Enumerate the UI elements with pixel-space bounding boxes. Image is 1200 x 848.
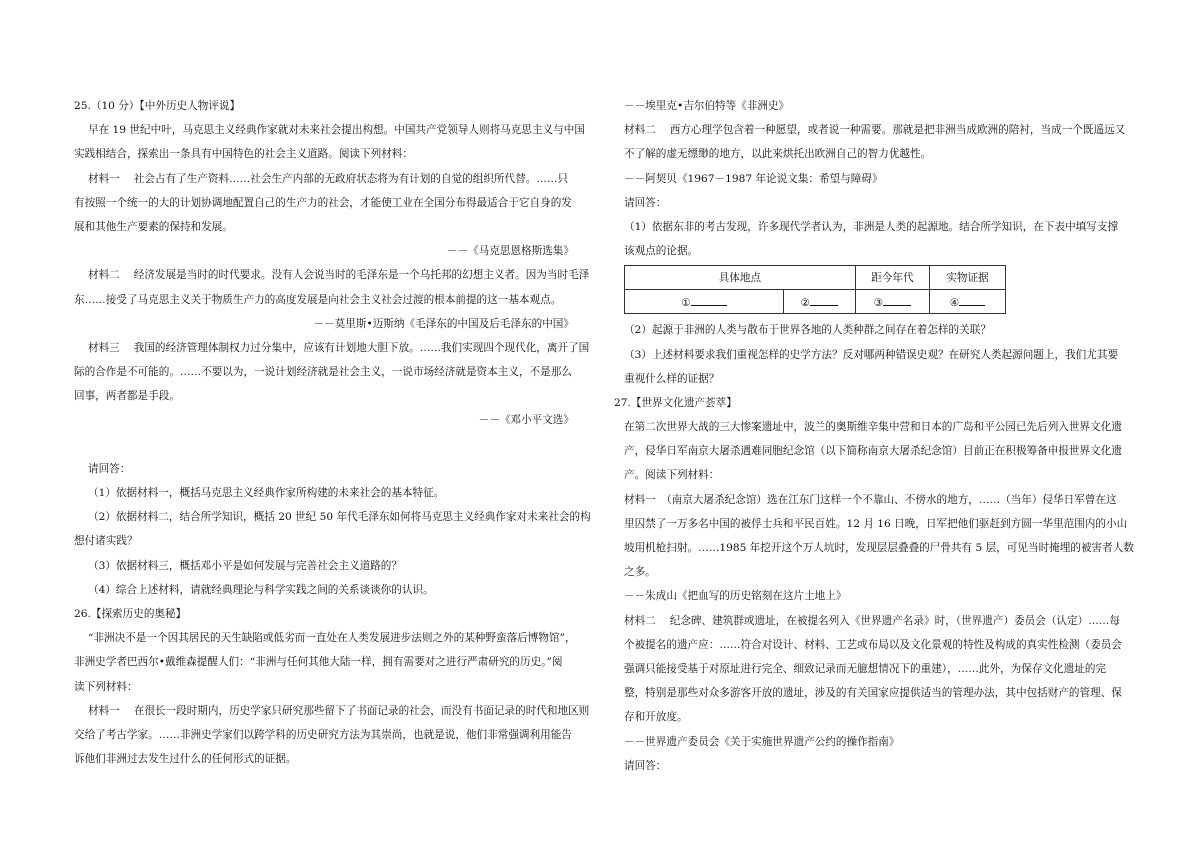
q26-material-1: 材料一 在很长一段时期内，历史学家只研究那些留下了书面记录的社会，而没有书面记录的时代和地区则 bbox=[88, 704, 590, 717]
q26-sub-3: 重视什么样的证据？ bbox=[624, 372, 720, 385]
table-cell-blank-3[interactable] bbox=[855, 290, 929, 314]
q26-material-2-source: －－阿契贝《1967－1987 年论说文集：希望与障碍》 bbox=[624, 172, 883, 185]
q27-material-1: 之多。 bbox=[624, 566, 656, 579]
q25-material-3-source: －－《邓小平文选》 bbox=[478, 414, 574, 427]
q25-ask: 请回答： bbox=[88, 462, 131, 475]
table-header-cell: 实物证据 bbox=[929, 266, 1005, 290]
q25-material-3: 材料三 我国的经济管理体制权力过分集中，应该有计划地大胆下放。……我们实现四个现代化，离开了国 bbox=[88, 341, 590, 354]
q25-material-2: 东……接受了马克思主义关于物质生产力的高度发展是向社会主义社会过渡的根本前提的这一基本观点。 bbox=[74, 293, 562, 306]
q27-material-1: 坡用机枪扫射。……1985 年挖开这个万人坑时，发现层层叠叠的尸骨共有 5 层，可见当时掩埋的被害者人数 bbox=[624, 542, 1134, 554]
q26-sub-1: （1）依据东非的考古发现，许多现代学者认为，非洲是人类的起源地。结合所学知识，在下表中填写支撑 bbox=[624, 220, 1119, 233]
q27-material-2-source: －－世界遗产委员会《关于实施世界遗产公约的操作指南》 bbox=[624, 735, 900, 748]
q26-material-1: 交给了考古学家。……非洲史学家们以跨学科的历史研究方法为其崇尚，也就是说，他们非常强调利用能告 bbox=[74, 728, 572, 741]
q26-sub-3: （3）上述材料要求我们重视怎样的史学方法？反对哪两种错误史观？在研究人类起源问题上，我们尤其要 bbox=[624, 348, 1119, 361]
q27-intro: 产，侵华日军南京大屠杀遇难同胞纪念馆（以下简称南京大屠杀纪念馆）目前正在积极筹备申报世界文化遗 bbox=[624, 445, 1122, 458]
q25-sub-2: （2）依据材料二，结合所学知识，概括 20 世纪 50 年代毛泽东如何将马克思主义经典作家对未来社会的构 bbox=[88, 511, 591, 524]
question-27-header: 27.【世界文化遗产荟萃】 bbox=[614, 396, 737, 409]
answer-blank[interactable] bbox=[883, 294, 911, 306]
q27-intro: 在第二次世界大战的三大惨案遗址中，波兰的奥斯维辛集中营和日本的广岛和平公园已先后列入世界文化遗 bbox=[624, 421, 1122, 434]
q27-material-1: 里囚禁了一万多名中国的被俘士兵和平民百姓。12 月 16 日晚，日军把他们驱赶到方圆一华里范围内的小山 bbox=[624, 517, 1128, 530]
blank-number: ① bbox=[681, 297, 691, 310]
spacer bbox=[74, 433, 594, 457]
left-column bbox=[74, 94, 594, 771]
table-header-row bbox=[625, 266, 1006, 290]
q27-material-2: 材料二 纪念碑、建筑群或遗址，在被提名列入《世界遗产名录》时，（世界遗产）委员会（认定）……每 bbox=[624, 614, 1120, 627]
q27-material-2: 存和开放度。 bbox=[624, 711, 688, 724]
q27-material-2: 整，特别是那些对众多游客开放的遗址，涉及的有关国家应提供适当的管理办法，其中包括财产的管理、保 bbox=[624, 687, 1122, 700]
q25-sub-1: （1）依据材料一，概括马克思主义经典作家所构建的未来社会的基本特征。 bbox=[88, 487, 445, 499]
q26-material-1-source: －－埃里克•吉尔伯特等《非洲史》 bbox=[624, 100, 790, 112]
blank-number: ② bbox=[800, 297, 810, 310]
q25-sub-3: （3）依据材料三，概括邓小平是如何发展与完善社会主义道路的？ bbox=[88, 559, 402, 572]
q26-ask: 请回答： bbox=[624, 196, 667, 209]
q26-intro: “非洲决不是一个因其居民的天生缺陷或低劣而一直处在人类发展进步法则之外的某种野蛮落后博物馆”， bbox=[88, 632, 576, 645]
answer-blank[interactable] bbox=[810, 294, 838, 306]
question-26-header: 26.【探索历史的奥秘】 bbox=[74, 607, 187, 620]
blank-number: ④ bbox=[949, 297, 960, 310]
q26-material-1: 诉他们非洲过去发生过什么的任何形式的证据。 bbox=[74, 753, 297, 766]
table-header-cell: 具体地点 bbox=[625, 266, 856, 290]
q26-sub-2: （2）起源于非洲的人类与散布于世界各地的人类种群之间存在着怎样的关联？ bbox=[624, 324, 991, 337]
table-header-cell: 距今年代 bbox=[855, 266, 929, 290]
q26-material-2: 材料二 西方心理学包含着一种愿望，或者说一种需要。那就是把非洲当成欧洲的陪衬，当成一个既遥远又 bbox=[624, 124, 1126, 137]
q26-intro: 非洲史学者巴西尔•戴维森提醒人们：“非洲与任何其他大陆一样，拥有需要对之进行严肃研究的历史。”阅 bbox=[74, 656, 563, 669]
q25-intro: 实践相结合，探索出一条具有中国特色的社会主义道路。阅读下列材料： bbox=[74, 148, 413, 161]
q26-intro: 读下列材料： bbox=[74, 680, 138, 693]
answer-blank[interactable] bbox=[959, 294, 985, 306]
q25-material-2: 材料二 经济发展是当时的时代要求。没有人会说当时的毛泽东是一个乌托邦的幻想主义者。因为当时毛泽 bbox=[88, 269, 590, 282]
q27-material-2: 个被提名的遗产应：……符合对设计、材料、工艺或布局以及文化景观的特性及构成的真实性检测（委员会 bbox=[624, 638, 1122, 651]
question-25-header: 25.（10 分）【中外历史人物评说】 bbox=[74, 100, 241, 112]
q27-material-2: 强调只能接受基于对原址进行完全、细致记录而无臆想情况下的重建），……此外，为保存文化遗址的完 bbox=[624, 662, 1107, 675]
table-row bbox=[625, 290, 1006, 314]
q27-material-1-source: －－朱成山《把血写的历史铭刻在这片土地上》 bbox=[624, 590, 847, 603]
q25-material-1: 展和其他生产要素的保持和发展。 bbox=[74, 220, 233, 233]
table-cell-blank-2[interactable] bbox=[783, 290, 855, 314]
blank-number: ③ bbox=[873, 297, 884, 310]
q27-material-1: 材料一 （南京大屠杀纪念馆）选在江东门这样一个不靠山、不傍水的地方，……（当年）侵华日军曾在这 bbox=[624, 493, 1117, 506]
q25-intro: 早在 19 世纪中叶，马克思主义经典作家就对未来社会提出构想。中国共产党领导人则将马克思主义与中国 bbox=[88, 124, 585, 137]
q25-material-1: 材料一 社会占有了生产资料……社会生产内部的无政府状态将为有计划的自觉的组织所代替。……只 bbox=[88, 172, 569, 185]
q27-ask: 请回答： bbox=[624, 759, 667, 772]
q25-material-1: 有按照一个统一的大的计划协调地配置自己的生产力的社会，才能使工业在全国分布得最适合于它自身的发 bbox=[74, 196, 572, 209]
q25-sub-2: 想付诸实践？ bbox=[74, 535, 138, 548]
q25-material-3: 际的合作是不可能的。……不要以为，一说计划经济就是社会主义，一说市场经济就是资本主义，不是那么 bbox=[74, 366, 572, 379]
table-cell-blank-1[interactable] bbox=[625, 290, 784, 314]
q26-sub-1: 该观点的论据。 bbox=[624, 245, 699, 258]
answer-blank[interactable] bbox=[691, 294, 727, 306]
q25-material-3: 回事，两者都是手段。 bbox=[74, 390, 180, 403]
right-column bbox=[614, 94, 1134, 778]
q25-sub-4: （4）综合上述材料，请就经典理论与科学实践之间的关系谈谈你的认识。 bbox=[88, 583, 434, 596]
q26-material-2: 不了解的虚无缥缈的地方，以此来烘托出欧洲自己的智力优越性。 bbox=[624, 148, 932, 161]
q27-intro: 产。阅读下列材料： bbox=[624, 469, 720, 482]
table-cell-blank-4[interactable] bbox=[929, 290, 1005, 314]
q25-material-1-source: －－《马克思恩格斯选集》 bbox=[446, 245, 574, 258]
evidence-table bbox=[624, 265, 1006, 314]
q25-material-2-source: －－莫里斯•迈斯纳《毛泽东的中国及后毛泽东的中国》 bbox=[313, 317, 574, 330]
